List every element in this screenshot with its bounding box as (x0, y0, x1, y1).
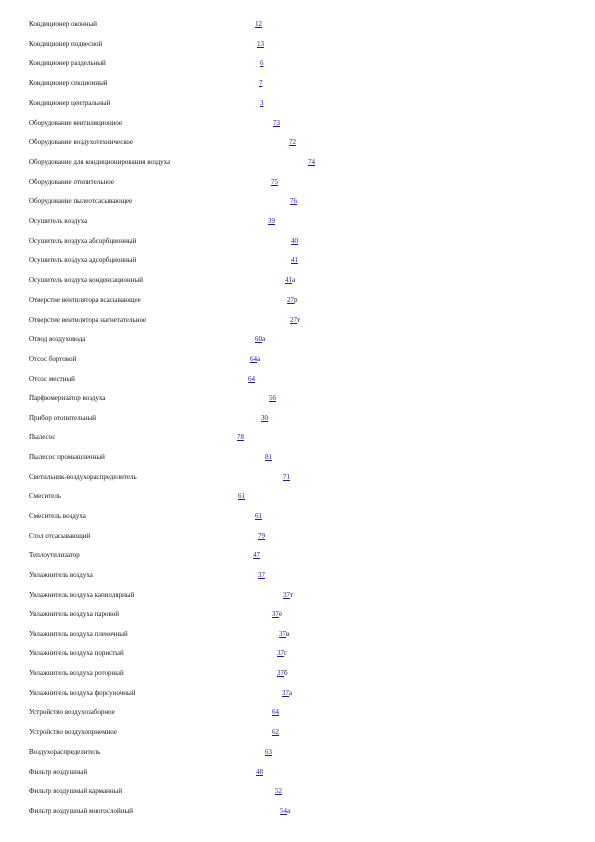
index-entry (0, 747, 595, 761)
index-term: Осушитель воздуха адсорбционный (29, 256, 137, 264)
reference (268, 216, 275, 226)
index-term: Оборудование воздухотехническое (29, 138, 134, 146)
reference-link[interactable]: 56 (269, 394, 276, 402)
reference-link[interactable]: 37 (279, 630, 286, 638)
reference (277, 668, 288, 678)
index-term: Оборудование пылеотсасывающее (29, 197, 133, 205)
index-entry (0, 98, 595, 112)
index-entry (0, 315, 595, 329)
reference-link[interactable]: 73 (273, 119, 280, 127)
index-entry (0, 668, 595, 682)
index-term: Увлажнитель воздуха пленочный (29, 630, 128, 638)
index-term: Увлажнитель воздуха форсуночный (29, 689, 136, 697)
index-entry (0, 19, 595, 33)
reference (280, 806, 290, 816)
index-term: Оборудование для кондиционирования воздуха (29, 158, 171, 166)
reference-link[interactable]: 41 (291, 256, 298, 264)
reference (277, 648, 287, 658)
reference-link[interactable]: 3 (260, 99, 264, 107)
index-entry (0, 511, 595, 525)
reference-suffix: т (297, 316, 301, 324)
reference-link[interactable]: 13 (257, 40, 264, 48)
reference-link[interactable]: 74 (308, 158, 315, 166)
reference (255, 511, 262, 521)
index-entry (0, 354, 595, 368)
index-entry (0, 374, 595, 388)
reference-link[interactable]: 40 (291, 237, 298, 245)
reference (255, 334, 265, 344)
reference-suffix: е (279, 610, 283, 618)
index-entry (0, 531, 595, 545)
reference-link[interactable]: 62 (272, 728, 279, 736)
index-entry (0, 216, 595, 230)
index-term: Осушитель воздуха конденсационный (29, 276, 143, 284)
reference-suffix: т (290, 591, 294, 599)
index-term: Устройство воздухозаборное (29, 708, 115, 716)
reference-link[interactable]: 72 (289, 138, 296, 146)
index-term: Пылесос (29, 433, 56, 441)
reference (260, 58, 264, 68)
reference-link[interactable]: 37 (277, 649, 284, 657)
reference-link[interactable]: 37 (277, 669, 284, 677)
index-entry (0, 609, 595, 623)
index-term: Увлажнитель воздуха пористый (29, 649, 124, 657)
index-term: Осушитель воздуха (29, 217, 88, 225)
index-term: Кондиционер оконный (29, 20, 97, 28)
index-term: Оборудование вентиляционное (29, 119, 123, 127)
index-entry (0, 570, 595, 584)
index-entry (0, 472, 595, 486)
reference-link[interactable]: 64 (250, 355, 257, 363)
index-term: Стол отсасывающий (29, 532, 91, 540)
index-term: Смеситель воздуха (29, 512, 86, 520)
index-entry (0, 452, 595, 466)
index-entry (0, 295, 595, 309)
index-entry (0, 196, 595, 210)
reference (290, 315, 300, 325)
index-entry (0, 334, 595, 348)
index-term: Фильтр воздушный карманный (29, 787, 123, 795)
index-entry (0, 550, 595, 564)
index-entry (0, 78, 595, 92)
index-term: Прибор отопительный (29, 414, 97, 422)
reference (255, 19, 262, 29)
index-term: Осушитель воздуха абсорбционный (29, 237, 137, 245)
reference (271, 177, 278, 187)
reference (272, 707, 279, 717)
index-term: Фильтр воздушный многослойный (29, 807, 133, 815)
reference-link[interactable]: 64 (272, 708, 279, 716)
index-term: Кондиционер раздельный (29, 59, 106, 67)
reference-link[interactable]: 39 (268, 217, 275, 225)
index-term: Кондиционер подвесной (29, 40, 103, 48)
index-term: Оборудование отопительное (29, 178, 114, 186)
reference (261, 413, 268, 423)
index-entry (0, 118, 595, 132)
reference (248, 374, 255, 384)
reference-link[interactable]: 61 (238, 492, 245, 500)
reference (275, 786, 282, 796)
index-entry (0, 236, 595, 250)
reference-link[interactable]: 37 (283, 591, 290, 599)
reference-suffix: б (284, 669, 288, 677)
index-entry (0, 648, 595, 662)
reference (285, 275, 295, 285)
reference-link[interactable]: 41 (285, 276, 292, 284)
reference (289, 137, 296, 147)
index-term: Отвод воздуховода (29, 335, 86, 343)
index-term: Отверстие вентилятора всасывающее (29, 296, 141, 304)
index-term: Парфюмеризатор воздуха (29, 394, 106, 402)
index-entry (0, 177, 595, 191)
reference-link[interactable]: 81 (265, 453, 272, 461)
reference-link[interactable]: 71 (283, 473, 290, 481)
index-entry (0, 58, 595, 72)
index-term: Отверстие вентилятора нагнетательное (29, 316, 147, 324)
reference (260, 98, 264, 108)
index-term: Отсос бортовой (29, 355, 77, 363)
reference (250, 354, 260, 364)
index-entry (0, 393, 595, 407)
index-term: Воздухораспределитель (29, 748, 101, 756)
reference-link[interactable]: 30 (261, 414, 268, 422)
reference (265, 747, 272, 757)
reference (287, 295, 298, 305)
index-term: Увлажнитель воздуха капиллярный (29, 591, 135, 599)
index-entry (0, 432, 595, 446)
index-term: Кондиционер центральный (29, 99, 111, 107)
index-entry (0, 137, 595, 151)
reference-link[interactable]: 48 (256, 768, 263, 776)
reference-suffix: а (289, 689, 293, 697)
index-entry (0, 157, 595, 171)
reference-link[interactable]: 27 (290, 316, 297, 324)
reference-link[interactable]: 37 (258, 571, 265, 579)
index-term: Теплоутилизатор (29, 551, 80, 559)
reference (237, 432, 244, 442)
reference-link[interactable]: 61 (255, 512, 262, 520)
index-entry (0, 255, 595, 269)
reference (265, 452, 272, 462)
reference-suffix: а (292, 276, 296, 284)
index-entry (0, 39, 595, 53)
reference-link[interactable]: 52 (275, 787, 282, 795)
index-term: Увлажнитель воздуха паровой (29, 610, 119, 618)
reference (308, 157, 315, 167)
reference-link[interactable]: 79 (258, 532, 265, 540)
reference-link[interactable]: 63 (265, 748, 272, 756)
index-entry (0, 688, 595, 702)
index-term: Смеситель (29, 492, 62, 500)
reference-link[interactable]: 7 (259, 79, 263, 87)
index-entry (0, 275, 595, 289)
reference-suffix: в (286, 630, 290, 638)
reference (238, 491, 245, 501)
index-term: Устройство воздухоприемное (29, 728, 117, 736)
index-term: Отсос местный (29, 375, 75, 383)
reference (290, 196, 297, 206)
index-term: Увлажнитель воздуха (29, 571, 93, 579)
reference-link[interactable]: 12 (255, 20, 262, 28)
index-entry (0, 590, 595, 604)
index-entry (0, 629, 595, 643)
reference (258, 570, 265, 580)
index-term: Фильтр воздушный (29, 768, 88, 776)
reference-link[interactable]: 60 (255, 335, 262, 343)
index-entry (0, 727, 595, 741)
reference-suffix: а (257, 355, 261, 363)
reference (282, 688, 292, 698)
reference-suffix: а (287, 807, 291, 815)
reference (256, 767, 263, 777)
reference-link[interactable]: 47 (253, 551, 260, 559)
reference (279, 629, 289, 639)
index-term: Кондиционер секционный (29, 79, 108, 87)
index-term: Пылесос промышленный (29, 453, 105, 461)
reference-link[interactable]: 76 (290, 197, 297, 205)
reference (283, 472, 290, 482)
reference-link[interactable]: 37 (272, 610, 279, 618)
index-entry (0, 491, 595, 505)
reference-suffix: а (262, 335, 266, 343)
reference (269, 393, 276, 403)
reference-link[interactable]: 37 (282, 689, 289, 697)
reference-link[interactable]: 75 (271, 178, 278, 186)
index-entry (0, 767, 595, 781)
reference (257, 39, 264, 49)
reference (253, 550, 260, 560)
index-term: Светильник-воздухораспределитель (29, 473, 137, 481)
reference-link[interactable]: 27 (287, 296, 294, 304)
reference (283, 590, 293, 600)
index-entry (0, 413, 595, 427)
reference (291, 255, 298, 265)
reference-suffix: р (294, 296, 298, 304)
reference (272, 609, 282, 619)
reference (259, 78, 263, 88)
reference-link[interactable]: 78 (237, 433, 244, 441)
index-entry (0, 707, 595, 721)
reference (273, 118, 280, 128)
reference-link[interactable]: 64 (248, 375, 255, 383)
index-term: Увлажнитель воздуха роторный (29, 669, 124, 677)
index-entry (0, 786, 595, 800)
index-entry (0, 806, 595, 820)
reference-link[interactable]: 54 (280, 807, 287, 815)
reference-link[interactable]: 6 (260, 59, 264, 67)
reference (291, 236, 298, 246)
reference-suffix: г (284, 649, 287, 657)
reference (272, 727, 279, 737)
reference (258, 531, 265, 541)
